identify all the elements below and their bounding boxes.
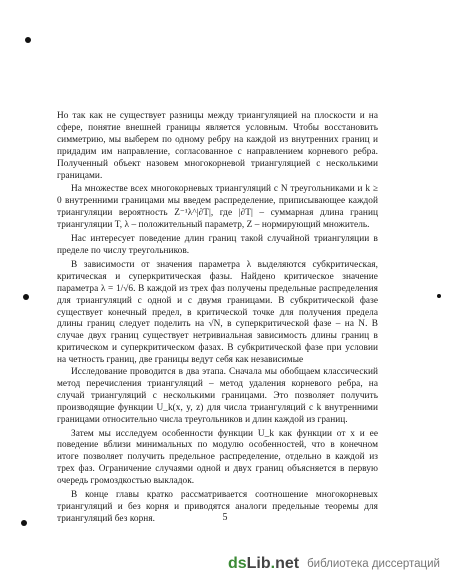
paragraph: Исследование проводится в два этапа. Сначала мы обобщаем классический метод перечисления триангуляций – метод удаления корневого ребра, на случай триангуляций с несколькими границами. Это позволяет получить производящие функции U_k(x, y, z) для числа триангуляций с k внутренними границами относительно числа треугольников и длин каждой из границ. <box>57 367 378 425</box>
watermark-brand-lib: Lib <box>246 555 271 572</box>
paragraph: Нас интересует поведение длин границ такой случайной триангуляции в пределе по числу треугольников. <box>57 234 378 256</box>
page-number: 5 <box>222 512 228 523</box>
paragraph: В зависимости от значения параметра λ выделяются субкритическая, критическая и суперкритическая фазы. Найдено критическое значение параметра λ = 1/√6. В каждой из трех фаз получены предельные распределения для триангуляций с одной и с двумя границами. В субкритической фазе существует конечный предел, в критической точке для получения предела длины границ следует поделить на √N, в суперкритической фазе – на N. В случае двух границ существует нетривиальная зависимость длины границ в критическом и суперкритическом фазах. В субкритической фазе при условии на четность границ, две границы ведут себя как независимые <box>57 259 378 366</box>
binder-hole-middle <box>23 294 29 300</box>
watermark-brand-dot: . <box>270 555 276 572</box>
margin-mark-right <box>437 294 441 298</box>
watermark-brand-ds: ds <box>227 555 247 572</box>
watermark-tagline: библиотека диссертаций <box>307 558 440 570</box>
paragraph: На множестве всех многокорневых триангуляций с N треугольниками и k ≥ 0 внутренними границами мы введем распределение, приписывающее каждой триангуляции вероятность Z⁻¹λ^|∂T|, где |∂T| – суммарная длина границ триангуляции T, λ – положительный параметр, Z – нормирующий множитель. <box>57 184 378 231</box>
paragraph: В конце главы кратко рассматривается соотношение многокорневых триангуляций и без корня и приводятся аналоги предельные теоремы для триангуляций без корня. <box>57 490 378 524</box>
dslib-logo <box>228 555 299 573</box>
paragraph: Затем мы исследуем особенности функции U_k как функции от x и ее поведение вблизи минимальных по модулю особенностей, что в конечном итоге позволяет получить предельное распределение, отдельно в каждой из трех фаз. Ограничение случаями одной и двух границ объясняется в первую очередь громоздкостью выкладок. <box>57 428 378 487</box>
watermark-brand-net: net <box>275 555 300 572</box>
binder-hole-top <box>25 37 31 43</box>
watermark <box>228 552 440 576</box>
paragraph: Но так как не существует разницы между триангуляцией на плоскости и на сфере, понятие внешней границы является условным. Чтобы восстановить симметрию, мы выберем по одному ребру на каждой из внутренних границ и придадим им направление, согласованное с направлением корневого ребра. Полученный объект назовем многокорневой триангуляцией с несколькими границами. <box>57 111 378 181</box>
main-text <box>57 111 378 526</box>
